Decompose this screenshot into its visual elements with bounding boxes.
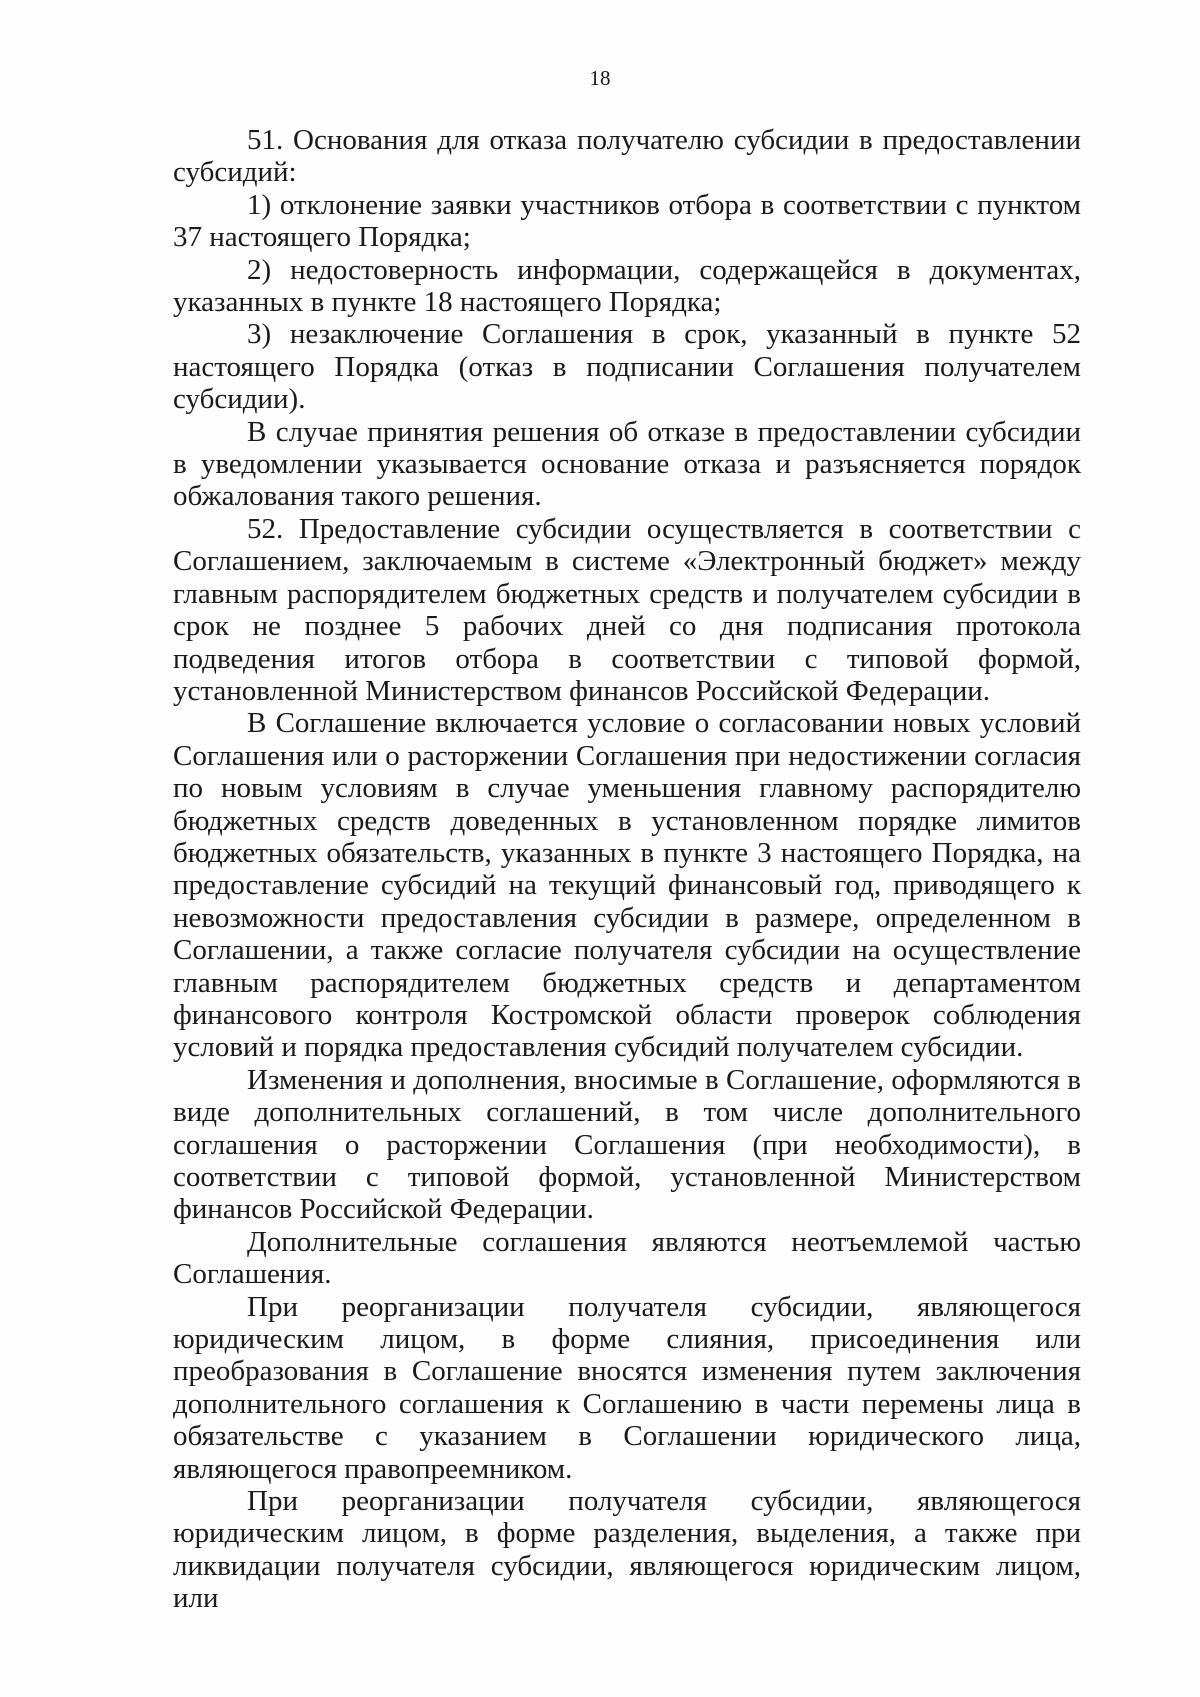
paragraph-agreement-conditions: В Соглашение включается условие о согласовании новых условий Соглашения или о расторжении Соглашения при недостижении согласия по новым условиям в случае уменьшения главному распорядителю бюджетных средств доведенных в установленном порядке лимитов бюджетных обязательств, указанных в пункте 3 настоящего Порядка, на предоставление субсидий на текущий финансовый год, приводящего к невозможности предоставления субсидии в размере, определенном в Соглашении, а также согласие получателя субсидии на осуществление главным распорядителем бюджетных средств и департаментом финансового контроля Костромской области проверок соблюдения условий и порядка предоставления субсидий получателем субсидии. [173,707,1081,1064]
list-item-3: 3) незаключение Соглашения в срок, указанный в пункте 52 настоящего Порядка (отказ в подписании Соглашения получателем субсидии). [173,318,1081,416]
list-item-2: 2) недостоверность информации, содержащейся в документах, указанных в пункте 18 настоящего Порядка; [173,253,1081,319]
paragraph-refusal-notice: В случае принятия решения об отказе в предоставлении субсидии в уведомлении указывается основание отказа и разъясняется порядок обжалования такого решения. [173,415,1081,513]
paragraph-additional-agreements: Дополнительные соглашения являются неотъемлемой частью Соглашения. [173,1225,1081,1291]
paragraph-reorganization-merger: При реорганизации получателя субсидии, являющегося юридическим лицом, в форме слияния, присоединения или преобразования в Соглашение вносятся изменения путем заключения дополнительного соглашения к Соглашению в части перемены лица в обязательстве с указанием в Соглашении юридического лица, являющегося правопреемником. [173,1290,1081,1485]
paragraph-reorganization-division: При реорганизации получателя субсидии, являющегося юридическим лицом, в форме разделения, выделения, а также при ликвидации получателя субсидии, являющегося юридическим лицом, или [173,1485,1081,1615]
paragraph-52: 52. Предоставление субсидии осуществляется в соответствии с Соглашением, заключаемым в системе «Электронный бюджет» между главным распорядителем бюджетных средств и получателем субсидии в срок не позднее 5 рабочих дней со дня подписания протокола подведения итогов отбора в соответствии с типовой формой, установленной Министерством финансов Российской Федерации. [173,512,1081,707]
page-number: 18 [589,66,611,90]
list-item-1: 1) отклонение заявки участников отбора в соответствии с пунктом 37 настоящего Порядка; [173,188,1081,254]
paragraph-51-heading: 51. Основания для отказа получателю субсидии в предоставлении субсидий: [173,124,1081,189]
paragraph-amendments: Изменения и дополнения, вносимые в Соглашение, оформляются в виде дополнительных соглашений, в том числе дополнительного соглашения о расторжении Соглашения (при необходимости), в соответствии с типовой формой, установленной Министерством финансов Российской Федерации. [173,1063,1081,1226]
document-body [173,124,1081,1615]
